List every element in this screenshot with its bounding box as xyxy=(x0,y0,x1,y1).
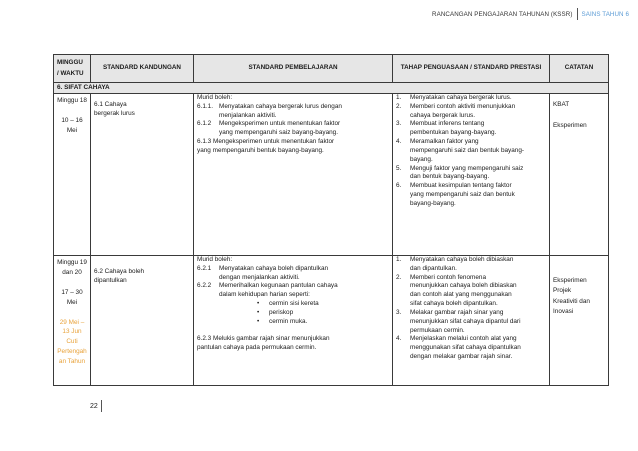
tahap-penguasaan-cell xyxy=(393,256,550,386)
list-item: • cermin muka. xyxy=(257,317,308,325)
sp-item: 6.1.1. Menyatakan cahaya bergerak lurus dengan xyxy=(197,102,342,110)
standard-kandungan-cell: 6.2 Cahaya boleh dipantulkan xyxy=(91,256,194,386)
page-footer xyxy=(90,400,102,412)
sp-item: 6.2.2 Memerihalkan kegunaan pantulan cahaya xyxy=(197,282,338,290)
list-item: 3. Melakar gambar rajah sinar yang menunjukkan sifat cahaya dipantul dari permukaan cermin. xyxy=(396,308,521,334)
list-item: 3. Membuat inferens tentang pembentukan bayang-bayang. xyxy=(396,120,497,137)
footer-divider xyxy=(101,400,102,412)
list-item: • cermin sisi kereta xyxy=(257,300,319,308)
document-title: RANCANGAN PENGAJARAN TAHUNAN (KSSR) xyxy=(432,10,573,18)
table-row xyxy=(54,256,609,386)
col-header-standard-kandungan: STANDARD KANDUNGAN xyxy=(91,55,194,83)
tahap-penguasaan-cell xyxy=(393,94,550,256)
list-item: 1. Menyatakan cahaya boleh dibiaskan dan dipantulkan. xyxy=(396,256,514,272)
section-title: 6. SIFAT CAHAYA xyxy=(54,83,609,94)
list-item: 6. Membuat kesimpulan tentang faktor yang mempengaruhi saiz dan bentuk bayang-bayang. xyxy=(396,182,515,207)
page-number: 22 xyxy=(90,402,98,410)
week-cell: Minggu 18 10 – 16 Mei xyxy=(54,94,91,256)
list-item: • periskop xyxy=(257,308,294,316)
standard-pembelajaran-cell: Murid boleh: 6.2.1 Menyatakan cahaya boleh dipantulkan dengan menjalankan aktiviti. 6.2.2 Memerihalkan kegunaan pantulan cahaya dalam kehidupan harian seperti: • cermin sisi kereta • periskop • cermin muka. 6.2.3 Melukis gambar rajah sinar menunjukkan pantulan cahaya pada permukaan cermin. xyxy=(194,256,393,386)
col-header-catatan: CATATAN xyxy=(550,55,609,83)
yearly-plan-table xyxy=(53,54,609,386)
list-item: 2. Memberi contoh fenomena menunjukkan cahaya boleh dibiaskan dan contoh alat yang menggunakan sifat cahaya boleh dipantulkan. xyxy=(396,273,517,308)
section-row xyxy=(54,83,609,94)
col-header-minggu: MINGGU / WAKTU xyxy=(54,55,91,83)
col-header-tahap-penguasaan: TAHAP PENGUASAAN / STANDARD PRESTASI xyxy=(393,55,550,83)
subject-title: SAINS TAHUN 6 xyxy=(581,10,629,18)
catatan-cell: KBAT Eksperimen xyxy=(550,94,609,256)
table-header-row xyxy=(54,55,609,83)
sp-item: 6.2.1 Menyatakan cahaya boleh dipantulkan xyxy=(197,264,329,272)
standard-pembelajaran-cell: Murid boleh: 6.1.1. Menyatakan cahaya bergerak lurus dengan menjalankan aktiviti. 6.1.2 Mengeksperimen untuk menentukan faktor yang mempengaruhi saiz bayang-bayang. 6.1.3 Mengeksperimen untuk menentukan faktor yang mempengaruhi bentuk bayang-bayang. xyxy=(194,94,393,256)
holiday-note: 29 Mei – 13 Jun Cuti Pertengah an Tahun xyxy=(57,318,87,366)
list-item: 4. Menjelaskan melalui contoh alat yang menggunakan sifat cahaya dipantulkan dengan melakar gambar rajah sinar. xyxy=(396,335,521,361)
week-cell: Minggu 19 dan 20 17 – 30 Mei 29 Mei – 13 Jun Cuti Pertengah an Tahun xyxy=(54,256,91,386)
catatan-cell: Eksperimen Projek Kreativiti dan Inovasi xyxy=(550,256,609,386)
list-item: 2. Memberi contoh aktiviti menunjukkan cahaya bergerak lurus. xyxy=(396,102,516,119)
standard-kandungan-cell: 6.1 Cahaya bergerak lurus xyxy=(91,94,194,256)
list-item: 4. Meramalkan faktor yang mempengaruhi saiz dan bentuk bayang- bayang. xyxy=(396,138,525,163)
sp-item: 6.1.2 Mengeksperimen untuk menentukan faktor xyxy=(197,120,341,128)
list-item: 1. Menyatakan cahaya bergerak lurus. xyxy=(396,94,512,101)
table-row xyxy=(54,94,609,256)
col-header-standard-pembelajaran: STANDARD PEMBELAJARAN xyxy=(194,55,393,83)
page-header xyxy=(432,7,629,21)
list-item: 5. Menguji faktor yang mempengaruhi saiz dan bentuk bayang-bayang. xyxy=(396,164,524,181)
